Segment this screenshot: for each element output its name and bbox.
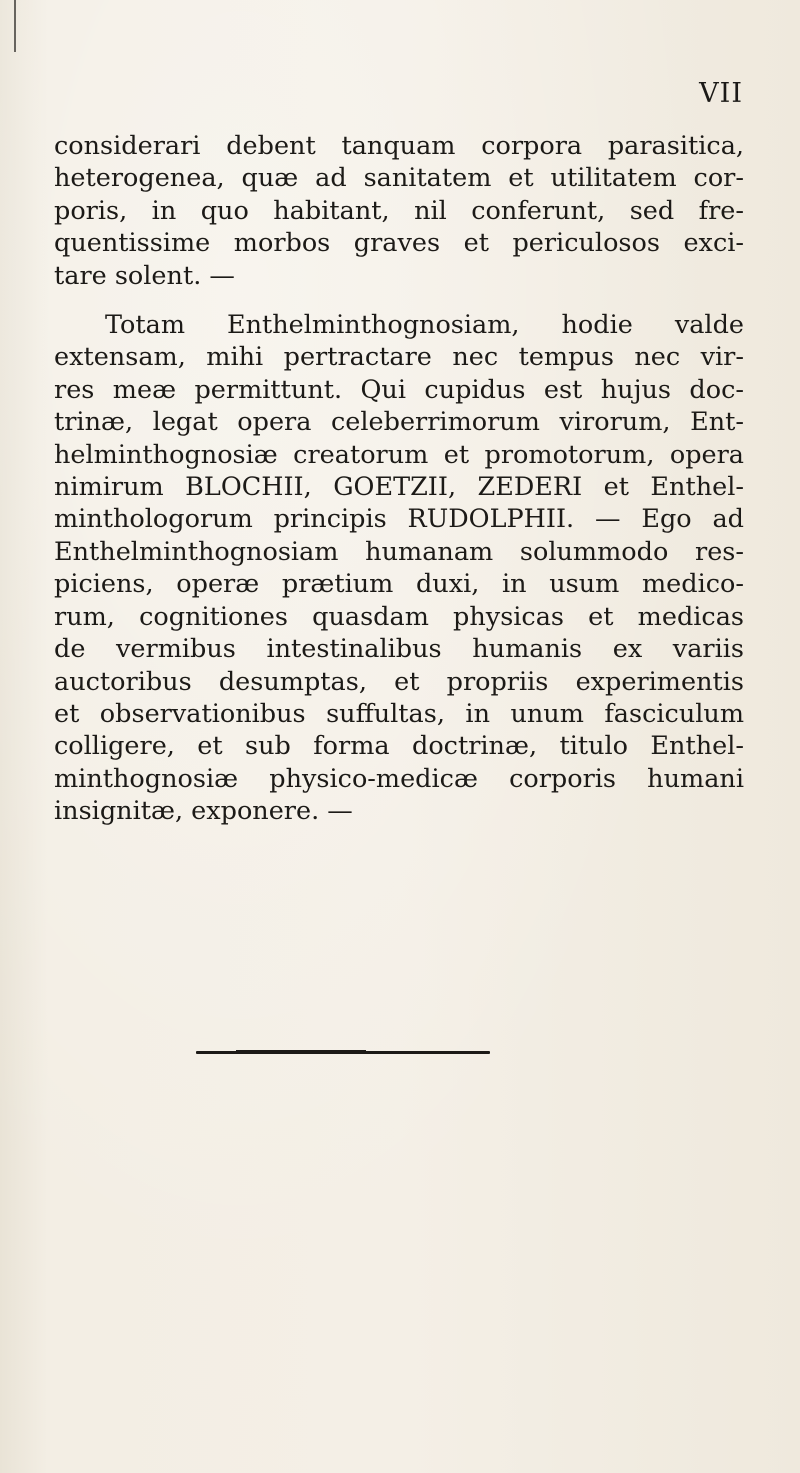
text-line: minthologorum principis RUDOLPHII. — Ego ad: [54, 504, 744, 535]
text-line: res meæ permittunt. Qui cupidus est hujus doc-: [54, 374, 744, 405]
text-line: insignitæ, exponere. —: [54, 796, 353, 827]
text-line: Enthelminthognosiam humanam solummodo res-: [54, 536, 744, 567]
text-line: de vermibus intestinalibus humanis ex variis: [54, 634, 744, 665]
text-line: minthognosiæ physico-medicæ corporis humani: [54, 763, 744, 794]
text-line: heterogenea, quæ ad sanitatem et utilitatem cor-: [54, 163, 744, 194]
text-line: auctoribus desumptas, et propriis experimentis: [54, 666, 744, 697]
text-line: et observationibus suffultas, in unum fasciculum: [54, 698, 744, 729]
page-number: VII: [699, 78, 743, 109]
paragraph-1: [54, 130, 744, 292]
text-line: considerari debent tanquam corpora parasitica,: [54, 131, 744, 161]
paragraph-2: [54, 309, 744, 828]
text-line: helminthognosiæ creatorum et promotorum, opera: [54, 439, 744, 470]
text-line: rum, cognitiones quasdam physicas et medicas: [54, 601, 744, 632]
page-edge-mark: [14, 0, 16, 52]
text-line: poris, in quo habitant, nil conferunt, sed fre-: [54, 195, 744, 226]
text-line: extensam, mihi pertractare nec tempus nec vir-: [54, 342, 744, 373]
text-line: nimirum BLOCHII, GOETZII, ZEDERI et Enthel-: [54, 472, 744, 503]
text-line: tare solent. —: [54, 260, 235, 291]
section-end-rule: [196, 1051, 490, 1054]
text-line: colligere, et sub forma doctrinæ, titulo Enthel-: [54, 731, 744, 762]
text-line: Totam Enthelminthognosiam, hodie valde: [105, 310, 744, 341]
text-line: trinæ, legat opera celeberrimorum virorum, Ent-: [54, 407, 744, 438]
text-line: quentissime morbos graves et periculosos exci-: [54, 228, 744, 259]
body-text: [54, 130, 744, 828]
text-line: piciens, operæ prætium duxi, in usum medico-: [54, 569, 744, 600]
